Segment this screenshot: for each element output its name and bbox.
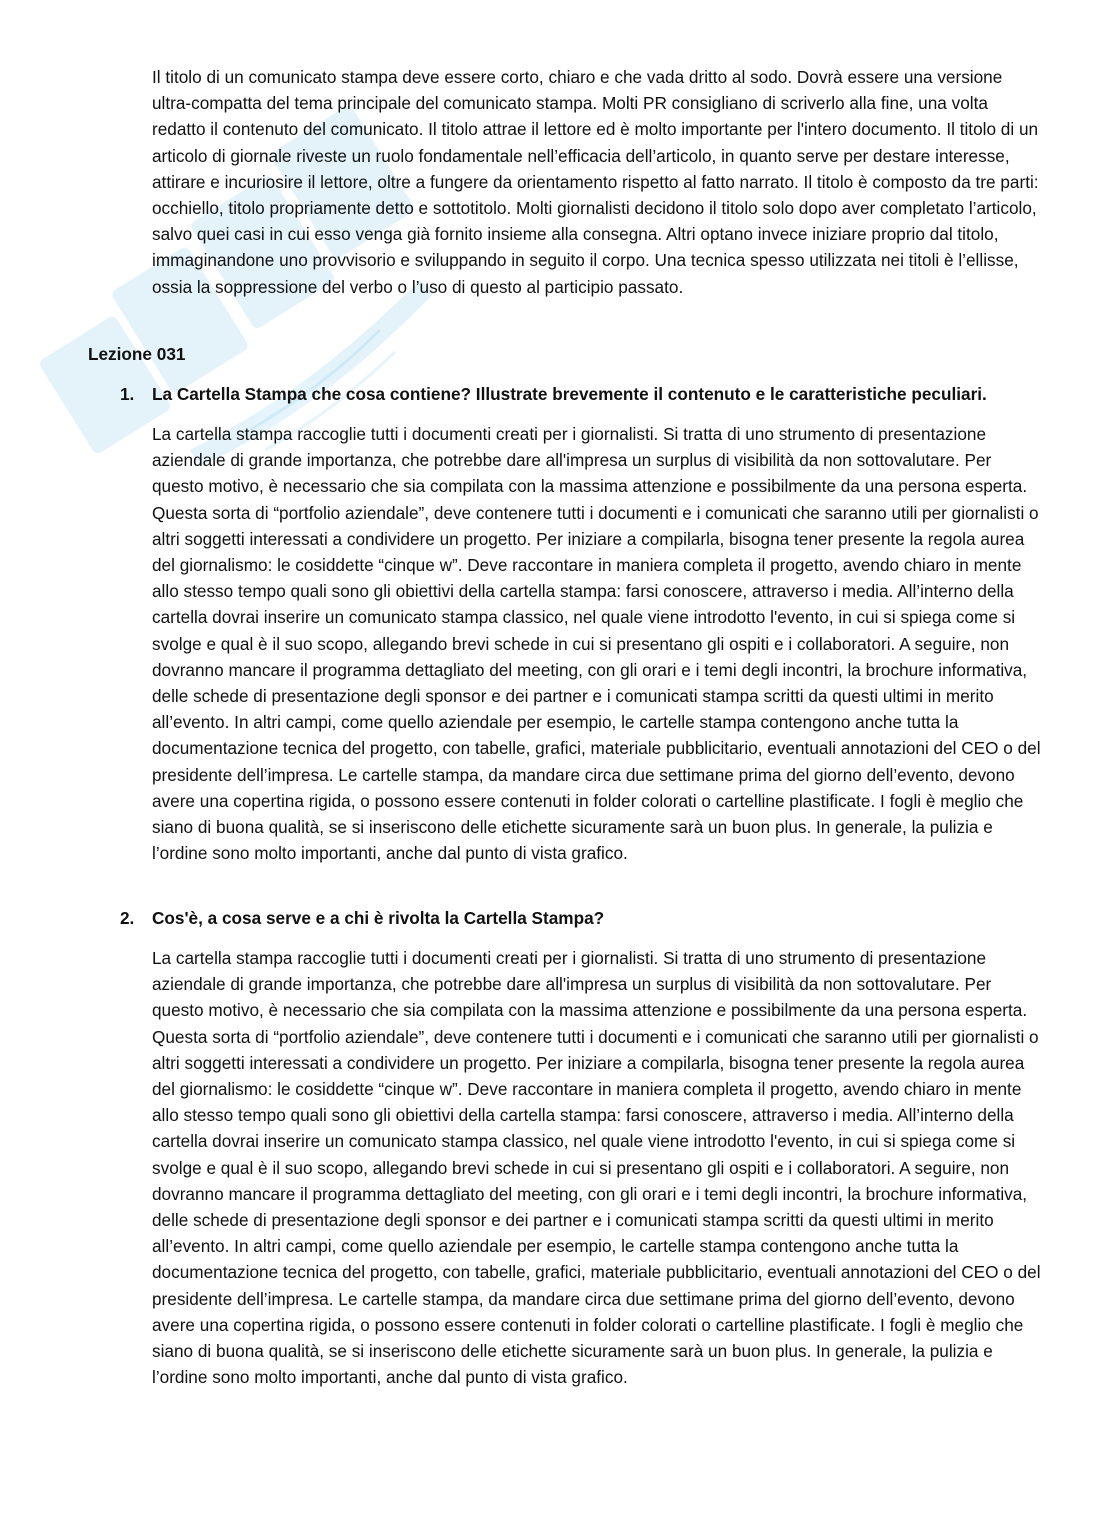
question-number: 1. bbox=[120, 384, 135, 404]
question-number: 2. bbox=[120, 908, 135, 928]
answer-1: La cartella stampa raccoglie tutti i documenti creati per i giornalisti. Si tratta di uno strumento di presentazione aziendale di grande importanza, che potrebbe dare all'impresa un surplus di visibilità da non sottovalutare. Per questo motivo, è necessario che sia compilata con la massima attenzione e possibilmente da una persona esperta. Questa sorta di “portfolio aziendale”, deve contenere tutti i documenti e i comunicati che saranno utili per giornalisti o altri soggetti interessati a condividere un progetto. Per iniziare a compilarla, bisogna tener presente la regola aurea del giornalismo: le cosiddette “cinque w”. Deve raccontare in maniera completa il progetto, avendo chiaro in mente allo stesso tempo quali sono gli obiettivi della cartella stampa: farsi conoscere, attraverso i media. All’interno della cartella dovrai inserire un comunicato stampa classico, nel quale viene introdotto l'evento, in cui si spiega come si svolge e qual è il suo scopo, allegando brevi schede in cui si presentano gli ospiti e i collaboratori. A seguire, non dovranno mancare il programma dettagliato del meeting, con gli orari e i temi degli incontri, la brochure informativa, delle schede di presentazione degli sponsor e dei partner e i comunicati stampa scritti da questi ultimi in merito all’evento. In altri campi, come quello aziendale per esempio, le cartelle stampa contengono anche tutta la documentazione tecnica del progetto, con tabelle, grafici, materiale pubblicitario, eventuali annotazioni del CEO o del presidente dell’impresa. Le cartelle stampa, da mandare circa due settimane prima del giorno dell’evento, devono avere una copertina rigida, o possono essere contenuti in folder colorati o cartelline plastificate. I fogli è meglio che siano di buona qualità, se si inseriscono delle etichette sicuramente sarà un buon plus. In generale, la pulizia e l’ordine sono molto importanti, anche dal punto di vista grafico. bbox=[152, 424, 1041, 864]
intro-paragraph: Il titolo di un comunicato stampa deve essere corto, chiaro e che vada dritto al sodo. Dovrà essere una versione ultra-compatta del tema principale del comunicato stampa. Molti PR consigliano di scriverlo alla fine, una volta redatto il contenuto del comunicato. Il titolo attrae il lettore ed è molto importante per l'intero documento. Il titolo di un articolo di giornale riveste un ruolo fondamentale nell’efficacia dell’articolo, in quanto serve per destare interesse, attirare e incuriosire il lettore, oltre a fungere da orientamento rispetto al fatto narrato. Il titolo è composto da tre parti: occhiello, titolo propriamente detto e sottotitolo. Molti giornalisti decidono il titolo solo dopo aver completato l’articolo, salvo quei casi in cui esso venga già fornito insieme alla consegna. Altri optano invece iniziare proprio dal titolo, immaginandone uno provvisorio e sviluppando in seguito il corpo. Una tecnica spesso utilizzata nei titoli è l’ellisse, ossia la soppressione del verbo o l’uso di questo al participio passato. bbox=[152, 67, 1039, 297]
lesson-heading: Lezione 031 bbox=[88, 344, 186, 364]
answer-2: La cartella stampa raccoglie tutti i documenti creati per i giornalisti. Si tratta di uno strumento di presentazione aziendale di grande importanza, che potrebbe dare all'impresa un surplus di visibilità da non sottovalutare. Per questo motivo, è necessario che sia compilata con la massima attenzione e possibilmente da una persona esperta. Questa sorta di “portfolio aziendale”, deve contenere tutti i documenti e i comunicati che saranno utili per giornalisti o altri soggetti interessati a condividere un progetto. Per iniziare a compilarla, bisogna tener presente la regola aurea del giornalismo: le cosiddette “cinque w”. Deve raccontare in maniera completa il progetto, avendo chiaro in mente allo stesso tempo quali sono gli obiettivi della cartella stampa: farsi conoscere, attraverso i media. All’interno della cartella dovrai inserire un comunicato stampa classico, nel quale viene introdotto l'evento, in cui si spiega come si svolge e qual è il suo scopo, allegando brevi schede in cui si presentano gli ospiti e i collaboratori. A seguire, non dovranno mancare il programma dettagliato del meeting, con gli orari e i temi degli incontri, la brochure informativa, delle schede di presentazione degli sponsor e dei partner e i comunicati stampa scritti da questi ultimi in merito all’evento. In altri campi, come quello aziendale per esempio, le cartelle stampa contengono anche tutta la documentazione tecnica del progetto, con tabelle, grafici, materiale pubblicitario, eventuali annotazioni del CEO o del presidente dell’impresa. Le cartelle stampa, da mandare circa due settimane prima del giorno dell’evento, devono avere una copertina rigida, o possono essere contenuti in folder colorati o cartelline plastificate. I fogli è meglio che siano di buona qualità, se si inseriscono delle etichette sicuramente sarà un buon plus. In generale, la pulizia e l’ordine sono molto importanti, anche dal punto di vista grafico. bbox=[152, 948, 1041, 1388]
question-2 bbox=[120, 905, 1050, 931]
question-1 bbox=[120, 381, 1050, 407]
question-text: Cos'è, a cosa serve e a chi è rivolta la Cartella Stampa? bbox=[152, 908, 605, 928]
question-text: La Cartella Stampa che cosa contiene? Illustrate brevemente il contenuto e le caratteristiche peculiari. bbox=[152, 384, 987, 404]
